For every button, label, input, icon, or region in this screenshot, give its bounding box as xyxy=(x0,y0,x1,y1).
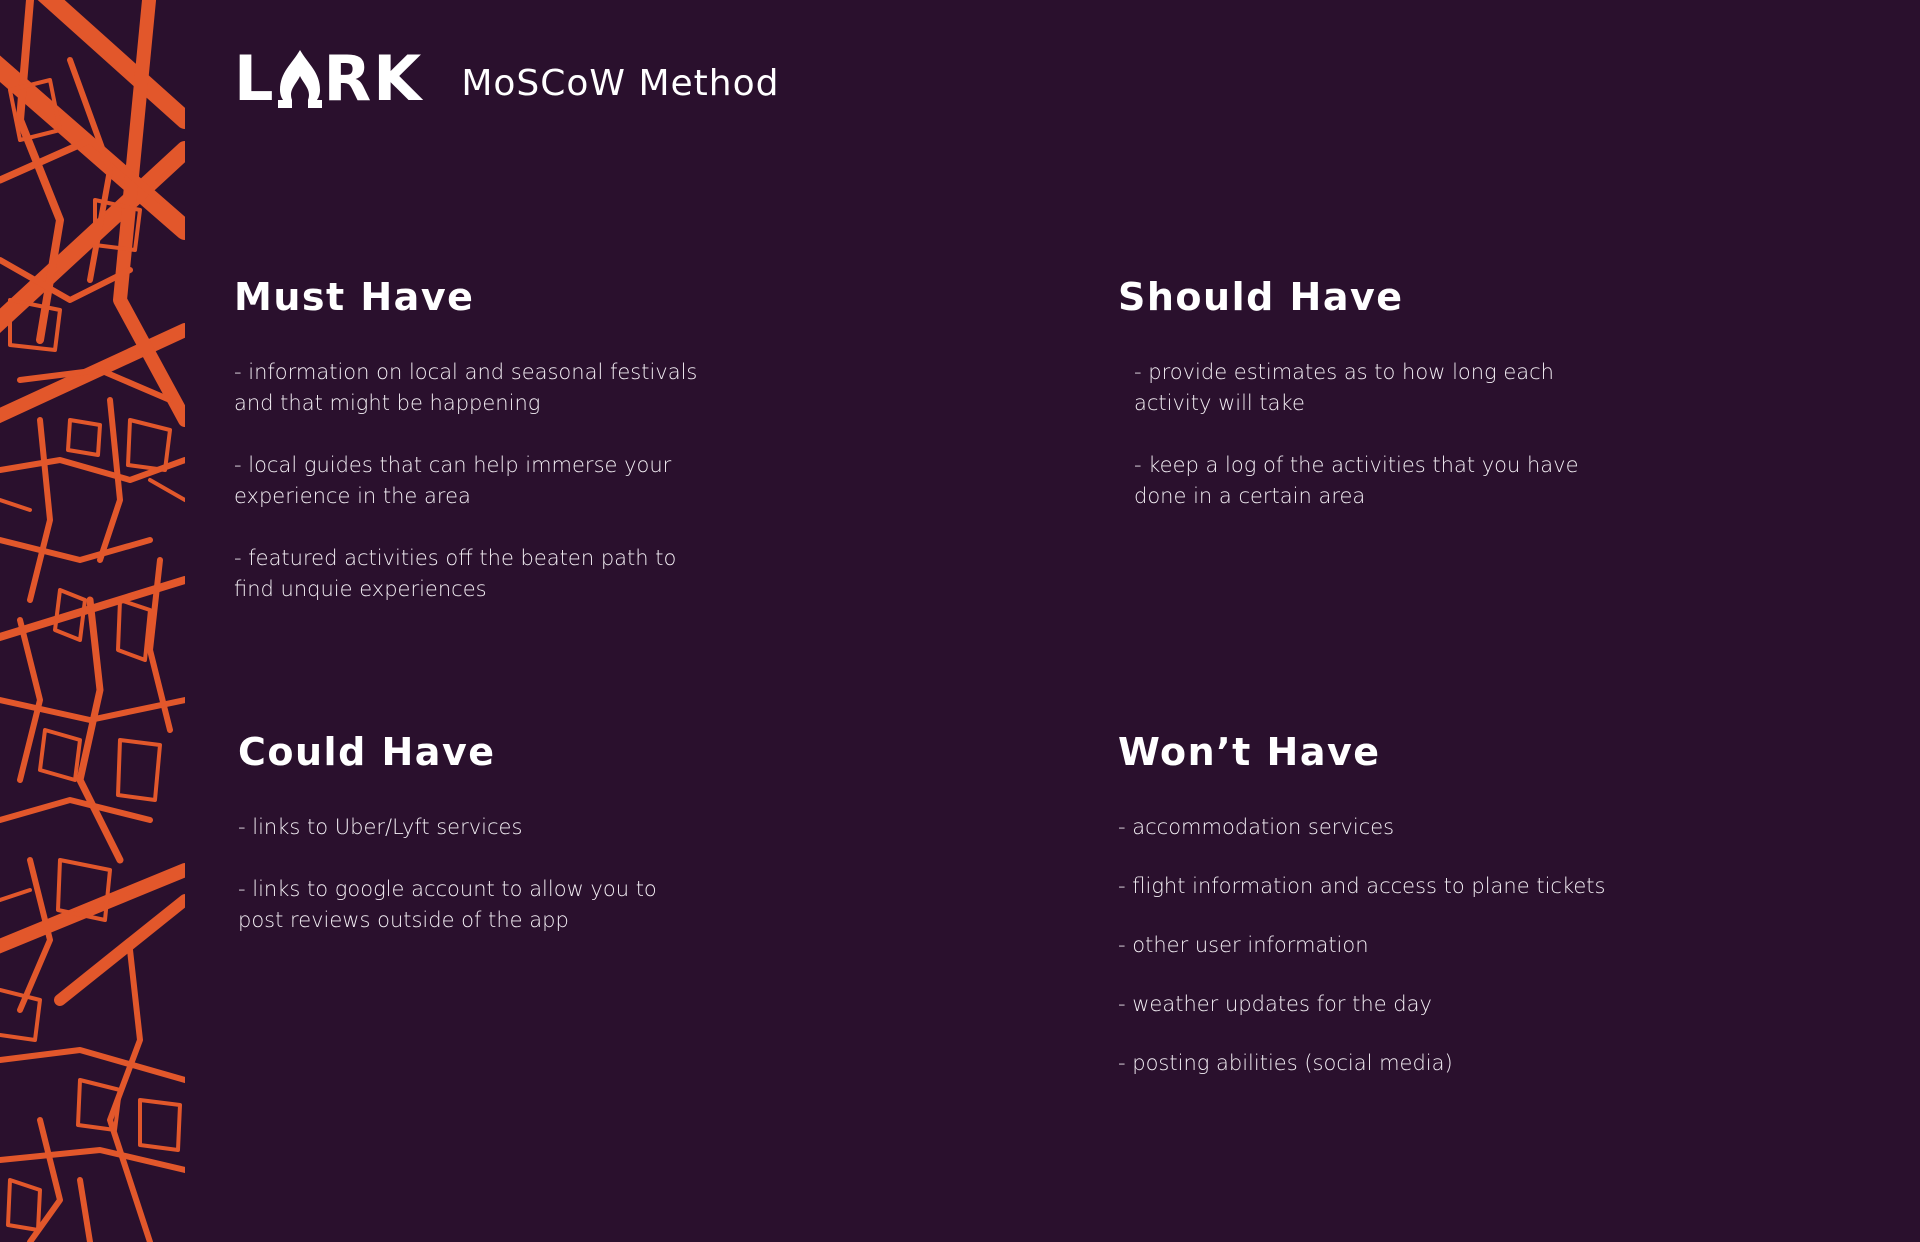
header xyxy=(234,44,779,114)
list-item: - weather updates for the day xyxy=(1118,992,1432,1016)
list-item: - links to Uber/Lyft services xyxy=(238,815,523,839)
list-item: - flight information and access to plane tickets xyxy=(1118,874,1606,898)
flame-icon xyxy=(278,50,322,108)
must-have-section xyxy=(234,275,734,636)
list-item: - information on local and seasonal festivals and that might be happening xyxy=(234,360,698,415)
list-item: - keep a log of the activities that you have done in a certain area xyxy=(1134,453,1579,508)
list-item: - featured activities off the beaten path to find unquie experiences xyxy=(234,546,677,601)
list-item: - other user information xyxy=(1118,933,1369,957)
list-item: - accommodation services xyxy=(1118,815,1395,839)
wont-have-list xyxy=(1118,812,1678,1079)
street-map-pattern xyxy=(0,0,185,1242)
should-have-list xyxy=(1118,357,1638,512)
list-item: - local guides that can help immerse your experience in the area xyxy=(234,453,672,508)
list-item: - posting abilities (social media) xyxy=(1118,1051,1453,1075)
could-have-section xyxy=(238,730,738,967)
could-have-list xyxy=(238,812,738,936)
logo-text-left: L xyxy=(234,42,276,115)
should-have-heading: Should Have xyxy=(1118,275,1404,319)
wont-have-heading: Won’t Have xyxy=(1118,730,1381,774)
list-item: - links to google account to allow you to post reviews outside of the app xyxy=(238,877,657,932)
page-title: MoSCoW Method xyxy=(461,62,780,104)
could-have-heading: Could Have xyxy=(238,730,496,774)
list-item: - provide estimates as to how long each activity will take xyxy=(1134,360,1554,415)
lark-logo xyxy=(234,42,424,115)
must-have-heading: Must Have xyxy=(234,275,475,319)
logo-text-right: RK xyxy=(323,42,424,115)
wont-have-section xyxy=(1118,730,1678,1107)
must-have-list xyxy=(234,357,734,605)
should-have-section xyxy=(1118,275,1638,543)
